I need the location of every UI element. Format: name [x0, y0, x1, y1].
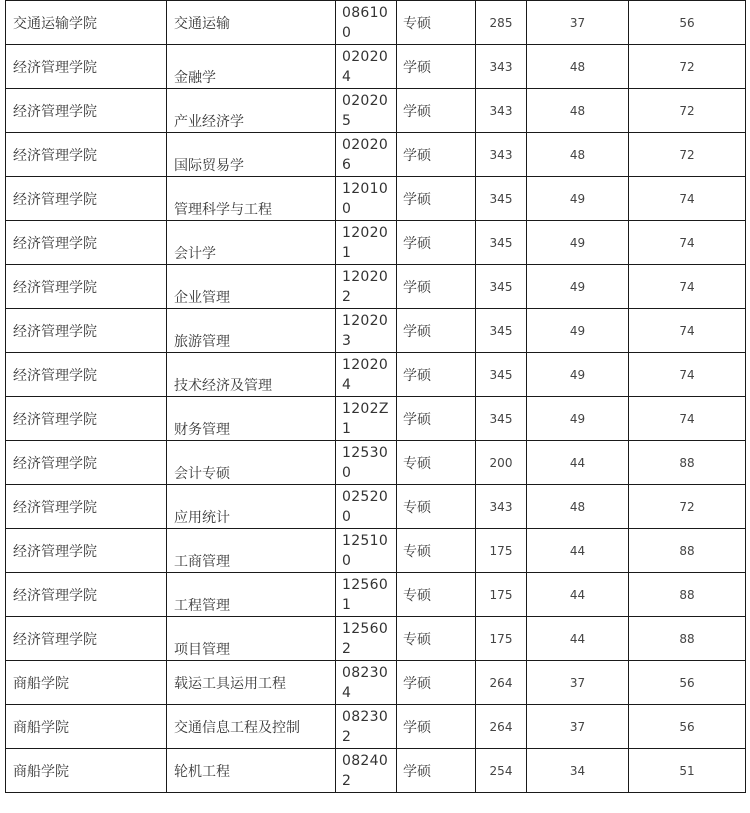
total-score-cell: 345 — [476, 221, 527, 265]
table-row — [6, 89, 746, 133]
multi-subject-score-cell: 74 — [629, 353, 746, 397]
single-subject-score-cell: 48 — [527, 45, 629, 89]
degree-type-cell: 学硕 — [397, 133, 476, 177]
multi-subject-score-cell: 72 — [629, 133, 746, 177]
code-cell: 120202 — [336, 265, 397, 309]
degree-type-cell: 专硕 — [397, 573, 476, 617]
table-row — [6, 45, 746, 89]
table-row — [6, 573, 746, 617]
multi-subject-score-cell: 74 — [629, 309, 746, 353]
major-cell: 财务管理 — [167, 397, 336, 441]
single-subject-score-cell: 49 — [527, 177, 629, 221]
college-cell: 经济管理学院 — [6, 221, 167, 265]
code-cell: 082302 — [336, 705, 397, 749]
table-row — [6, 1, 746, 45]
degree-type-cell: 学硕 — [397, 749, 476, 793]
single-subject-score-cell: 49 — [527, 397, 629, 441]
single-subject-score-cell: 37 — [527, 661, 629, 705]
total-score-cell: 175 — [476, 573, 527, 617]
degree-type-cell: 学硕 — [397, 309, 476, 353]
total-score-cell: 254 — [476, 749, 527, 793]
code-cell: 125602 — [336, 617, 397, 661]
code-cell: 082304 — [336, 661, 397, 705]
degree-type-cell: 学硕 — [397, 705, 476, 749]
degree-type-cell: 学硕 — [397, 661, 476, 705]
single-subject-score-cell: 44 — [527, 441, 629, 485]
major-cell: 旅游管理 — [167, 309, 336, 353]
code-cell: 120204 — [336, 353, 397, 397]
single-subject-score-cell: 48 — [527, 89, 629, 133]
code-cell: 020206 — [336, 133, 397, 177]
multi-subject-score-cell: 56 — [629, 705, 746, 749]
table-row — [6, 265, 746, 309]
table-row — [6, 749, 746, 793]
single-subject-score-cell: 44 — [527, 529, 629, 573]
college-cell: 交通运输学院 — [6, 1, 167, 45]
total-score-cell: 343 — [476, 45, 527, 89]
major-cell: 载运工具运用工程 — [167, 661, 336, 705]
multi-subject-score-cell: 72 — [629, 45, 746, 89]
college-cell: 经济管理学院 — [6, 441, 167, 485]
major-cell: 金融学 — [167, 45, 336, 89]
college-cell: 经济管理学院 — [6, 309, 167, 353]
degree-type-cell: 学硕 — [397, 397, 476, 441]
single-subject-score-cell: 48 — [527, 485, 629, 529]
college-cell: 经济管理学院 — [6, 265, 167, 309]
table-row — [6, 397, 746, 441]
single-subject-score-cell: 49 — [527, 309, 629, 353]
single-subject-score-cell: 44 — [527, 617, 629, 661]
single-subject-score-cell: 34 — [527, 749, 629, 793]
single-subject-score-cell: 49 — [527, 353, 629, 397]
college-cell: 商船学院 — [6, 705, 167, 749]
degree-type-cell: 学硕 — [397, 221, 476, 265]
code-cell: 086100 — [336, 1, 397, 45]
score-table-body — [6, 1, 746, 793]
college-cell: 经济管理学院 — [6, 485, 167, 529]
degree-type-cell: 专硕 — [397, 617, 476, 661]
major-cell: 项目管理 — [167, 617, 336, 661]
code-cell: 025200 — [336, 485, 397, 529]
major-cell: 产业经济学 — [167, 89, 336, 133]
single-subject-score-cell: 49 — [527, 265, 629, 309]
major-cell: 工商管理 — [167, 529, 336, 573]
table-row — [6, 309, 746, 353]
major-cell: 应用统计 — [167, 485, 336, 529]
code-cell: 082402 — [336, 749, 397, 793]
table-row — [6, 353, 746, 397]
multi-subject-score-cell: 56 — [629, 661, 746, 705]
multi-subject-score-cell: 72 — [629, 89, 746, 133]
table-row — [6, 441, 746, 485]
college-cell: 经济管理学院 — [6, 353, 167, 397]
table-row — [6, 177, 746, 221]
single-subject-score-cell: 48 — [527, 133, 629, 177]
score-table — [5, 0, 746, 793]
total-score-cell: 175 — [476, 529, 527, 573]
total-score-cell: 343 — [476, 133, 527, 177]
table-row — [6, 133, 746, 177]
table-row — [6, 485, 746, 529]
total-score-cell: 264 — [476, 705, 527, 749]
college-cell: 经济管理学院 — [6, 89, 167, 133]
college-cell: 经济管理学院 — [6, 573, 167, 617]
total-score-cell: 345 — [476, 353, 527, 397]
college-cell: 经济管理学院 — [6, 133, 167, 177]
code-cell: 1202Z1 — [336, 397, 397, 441]
college-cell: 经济管理学院 — [6, 45, 167, 89]
degree-type-cell: 学硕 — [397, 177, 476, 221]
code-cell: 125300 — [336, 441, 397, 485]
table-row — [6, 529, 746, 573]
major-cell: 管理科学与工程 — [167, 177, 336, 221]
college-cell: 经济管理学院 — [6, 617, 167, 661]
single-subject-score-cell: 44 — [527, 573, 629, 617]
multi-subject-score-cell: 51 — [629, 749, 746, 793]
total-score-cell: 175 — [476, 617, 527, 661]
degree-type-cell: 专硕 — [397, 529, 476, 573]
total-score-cell: 343 — [476, 89, 527, 133]
single-subject-score-cell: 37 — [527, 1, 629, 45]
multi-subject-score-cell: 88 — [629, 441, 746, 485]
multi-subject-score-cell: 88 — [629, 617, 746, 661]
major-cell: 轮机工程 — [167, 749, 336, 793]
degree-type-cell: 学硕 — [397, 89, 476, 133]
table-row — [6, 221, 746, 265]
total-score-cell: 345 — [476, 309, 527, 353]
code-cell: 125100 — [336, 529, 397, 573]
multi-subject-score-cell: 72 — [629, 485, 746, 529]
code-cell: 020204 — [336, 45, 397, 89]
major-cell: 会计专硕 — [167, 441, 336, 485]
major-cell: 交通信息工程及控制 — [167, 705, 336, 749]
multi-subject-score-cell: 88 — [629, 529, 746, 573]
total-score-cell: 200 — [476, 441, 527, 485]
table-row — [6, 617, 746, 661]
code-cell: 020205 — [336, 89, 397, 133]
total-score-cell: 343 — [476, 485, 527, 529]
code-cell: 120201 — [336, 221, 397, 265]
degree-type-cell: 专硕 — [397, 441, 476, 485]
table-row — [6, 661, 746, 705]
degree-type-cell: 学硕 — [397, 353, 476, 397]
code-cell: 120203 — [336, 309, 397, 353]
single-subject-score-cell: 37 — [527, 705, 629, 749]
major-cell: 会计学 — [167, 221, 336, 265]
multi-subject-score-cell: 56 — [629, 1, 746, 45]
major-cell: 技术经济及管理 — [167, 353, 336, 397]
major-cell: 企业管理 — [167, 265, 336, 309]
major-cell: 工程管理 — [167, 573, 336, 617]
college-cell: 经济管理学院 — [6, 529, 167, 573]
degree-type-cell: 专硕 — [397, 1, 476, 45]
major-cell: 交通运输 — [167, 1, 336, 45]
multi-subject-score-cell: 74 — [629, 265, 746, 309]
degree-type-cell: 学硕 — [397, 265, 476, 309]
table-row — [6, 705, 746, 749]
major-cell: 国际贸易学 — [167, 133, 336, 177]
degree-type-cell: 学硕 — [397, 45, 476, 89]
college-cell: 经济管理学院 — [6, 397, 167, 441]
college-cell: 商船学院 — [6, 661, 167, 705]
multi-subject-score-cell: 88 — [629, 573, 746, 617]
code-cell: 120100 — [336, 177, 397, 221]
total-score-cell: 264 — [476, 661, 527, 705]
total-score-cell: 345 — [476, 177, 527, 221]
code-cell: 125601 — [336, 573, 397, 617]
multi-subject-score-cell: 74 — [629, 221, 746, 265]
multi-subject-score-cell: 74 — [629, 397, 746, 441]
college-cell: 经济管理学院 — [6, 177, 167, 221]
single-subject-score-cell: 49 — [527, 221, 629, 265]
total-score-cell: 345 — [476, 265, 527, 309]
total-score-cell: 285 — [476, 1, 527, 45]
degree-type-cell: 专硕 — [397, 485, 476, 529]
multi-subject-score-cell: 74 — [629, 177, 746, 221]
college-cell: 商船学院 — [6, 749, 167, 793]
total-score-cell: 345 — [476, 397, 527, 441]
